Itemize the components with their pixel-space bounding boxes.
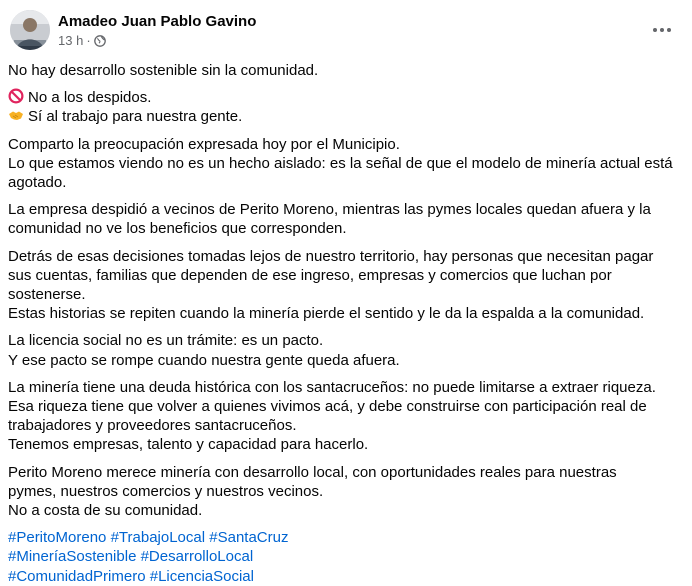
paragraph <box>8 135 682 193</box>
handshake-emoji-icon <box>8 107 24 123</box>
text-line: Comparto la preocupación expresada hoy por el Municipio. <box>8 135 400 153</box>
paragraph <box>8 463 682 521</box>
more-options-icon[interactable] <box>648 16 676 44</box>
text-line: Perito Moreno merece minería con desarrollo local, con oportunidades reales para nuestras <box>8 463 617 481</box>
no-entry-emoji-icon <box>8 88 24 104</box>
post-meta <box>58 32 106 49</box>
text-line: La licencia social no es un trámite: es un pacto. <box>8 332 324 350</box>
text-line-with-emoji <box>8 107 682 126</box>
text-line: La empresa despidió a vecinos de Perito Moreno, mientras las pymes locales quedan afuera y la <box>8 201 651 219</box>
text-line: La minería tiene una deuda histórica con los santacruceños: no puede limitarse a extraer riqueza. <box>8 378 656 396</box>
avatar-image <box>10 10 50 50</box>
paragraph <box>8 200 682 238</box>
text-line: No a los despidos. <box>28 89 152 107</box>
paragraph <box>8 378 682 455</box>
hashtag-link[interactable]: #PeritoMoreno <box>8 529 107 547</box>
text-line: sostenerse. <box>8 286 86 304</box>
text-line: Sí al trabajo para nuestra gente. <box>28 108 243 126</box>
hashtag-link[interactable]: #LicenciaSocial <box>149 567 254 585</box>
paragraph <box>8 247 682 324</box>
hashtag-link[interactable]: #TrabajoLocal <box>110 529 206 547</box>
paragraph <box>8 61 682 80</box>
text-line: trabajadores y proveedores santacruceños. <box>8 417 297 435</box>
text-line-with-emoji <box>8 88 682 107</box>
text-line: Esa riqueza tiene que volver a quienes vivimos acá, y debe construirse con participación real de <box>8 398 647 416</box>
text-line: No a costa de su comunidad. <box>8 502 203 520</box>
avatar[interactable] <box>10 10 50 50</box>
text-line: Y ese pacto se rompe cuando nuestra gente queda afuera. <box>8 351 400 369</box>
hashtag-line <box>8 567 682 586</box>
meta-separator: · <box>86 33 91 48</box>
author-name[interactable]: Amadeo Juan Pablo Gavino <box>58 13 257 30</box>
hashtag-link[interactable]: #ComunidadPrimero <box>8 567 146 585</box>
hashtag-link[interactable]: #SantaCruz <box>209 529 289 547</box>
post-body <box>8 61 682 586</box>
post-time[interactable]: 13 h <box>58 33 84 48</box>
text-line: comunidad no ve los beneficios que corresponden. <box>8 220 347 238</box>
text-line: sus cuentas, familias que dependen de ese ingreso, empresas y comercios que luchan por <box>8 266 612 284</box>
text-line: Lo que estamos viendo no es un hecho aislado: es la señal de que el modelo de minería actual está <box>8 154 673 172</box>
text-line: No hay desarrollo sostenible sin la comunidad. <box>8 62 319 79</box>
text-line: Detrás de esas decisiones tomadas lejos de nuestro territorio, hay personas que necesitan pagar <box>8 247 654 265</box>
globe-icon[interactable] <box>94 35 106 47</box>
paragraph <box>8 331 682 369</box>
text-line: Tenemos empresas, talento y capacidad para hacerlo. <box>8 436 369 454</box>
text-line: Estas historias se repiten cuando la minería pierde el sentido y le da la espalda a la comunidad. <box>8 305 645 323</box>
post-header <box>10 10 680 54</box>
text-line: agotado. <box>8 174 67 192</box>
hashtag-line <box>8 547 682 566</box>
paragraph <box>8 88 682 126</box>
hashtag-link[interactable]: #MineríaSostenible <box>8 548 137 566</box>
hashtags <box>8 528 682 586</box>
text-line: pymes, nuestros comercios y nuestros vecinos. <box>8 482 324 500</box>
hashtag-line <box>8 528 682 547</box>
hashtag-link[interactable]: #DesarrolloLocal <box>140 548 254 566</box>
